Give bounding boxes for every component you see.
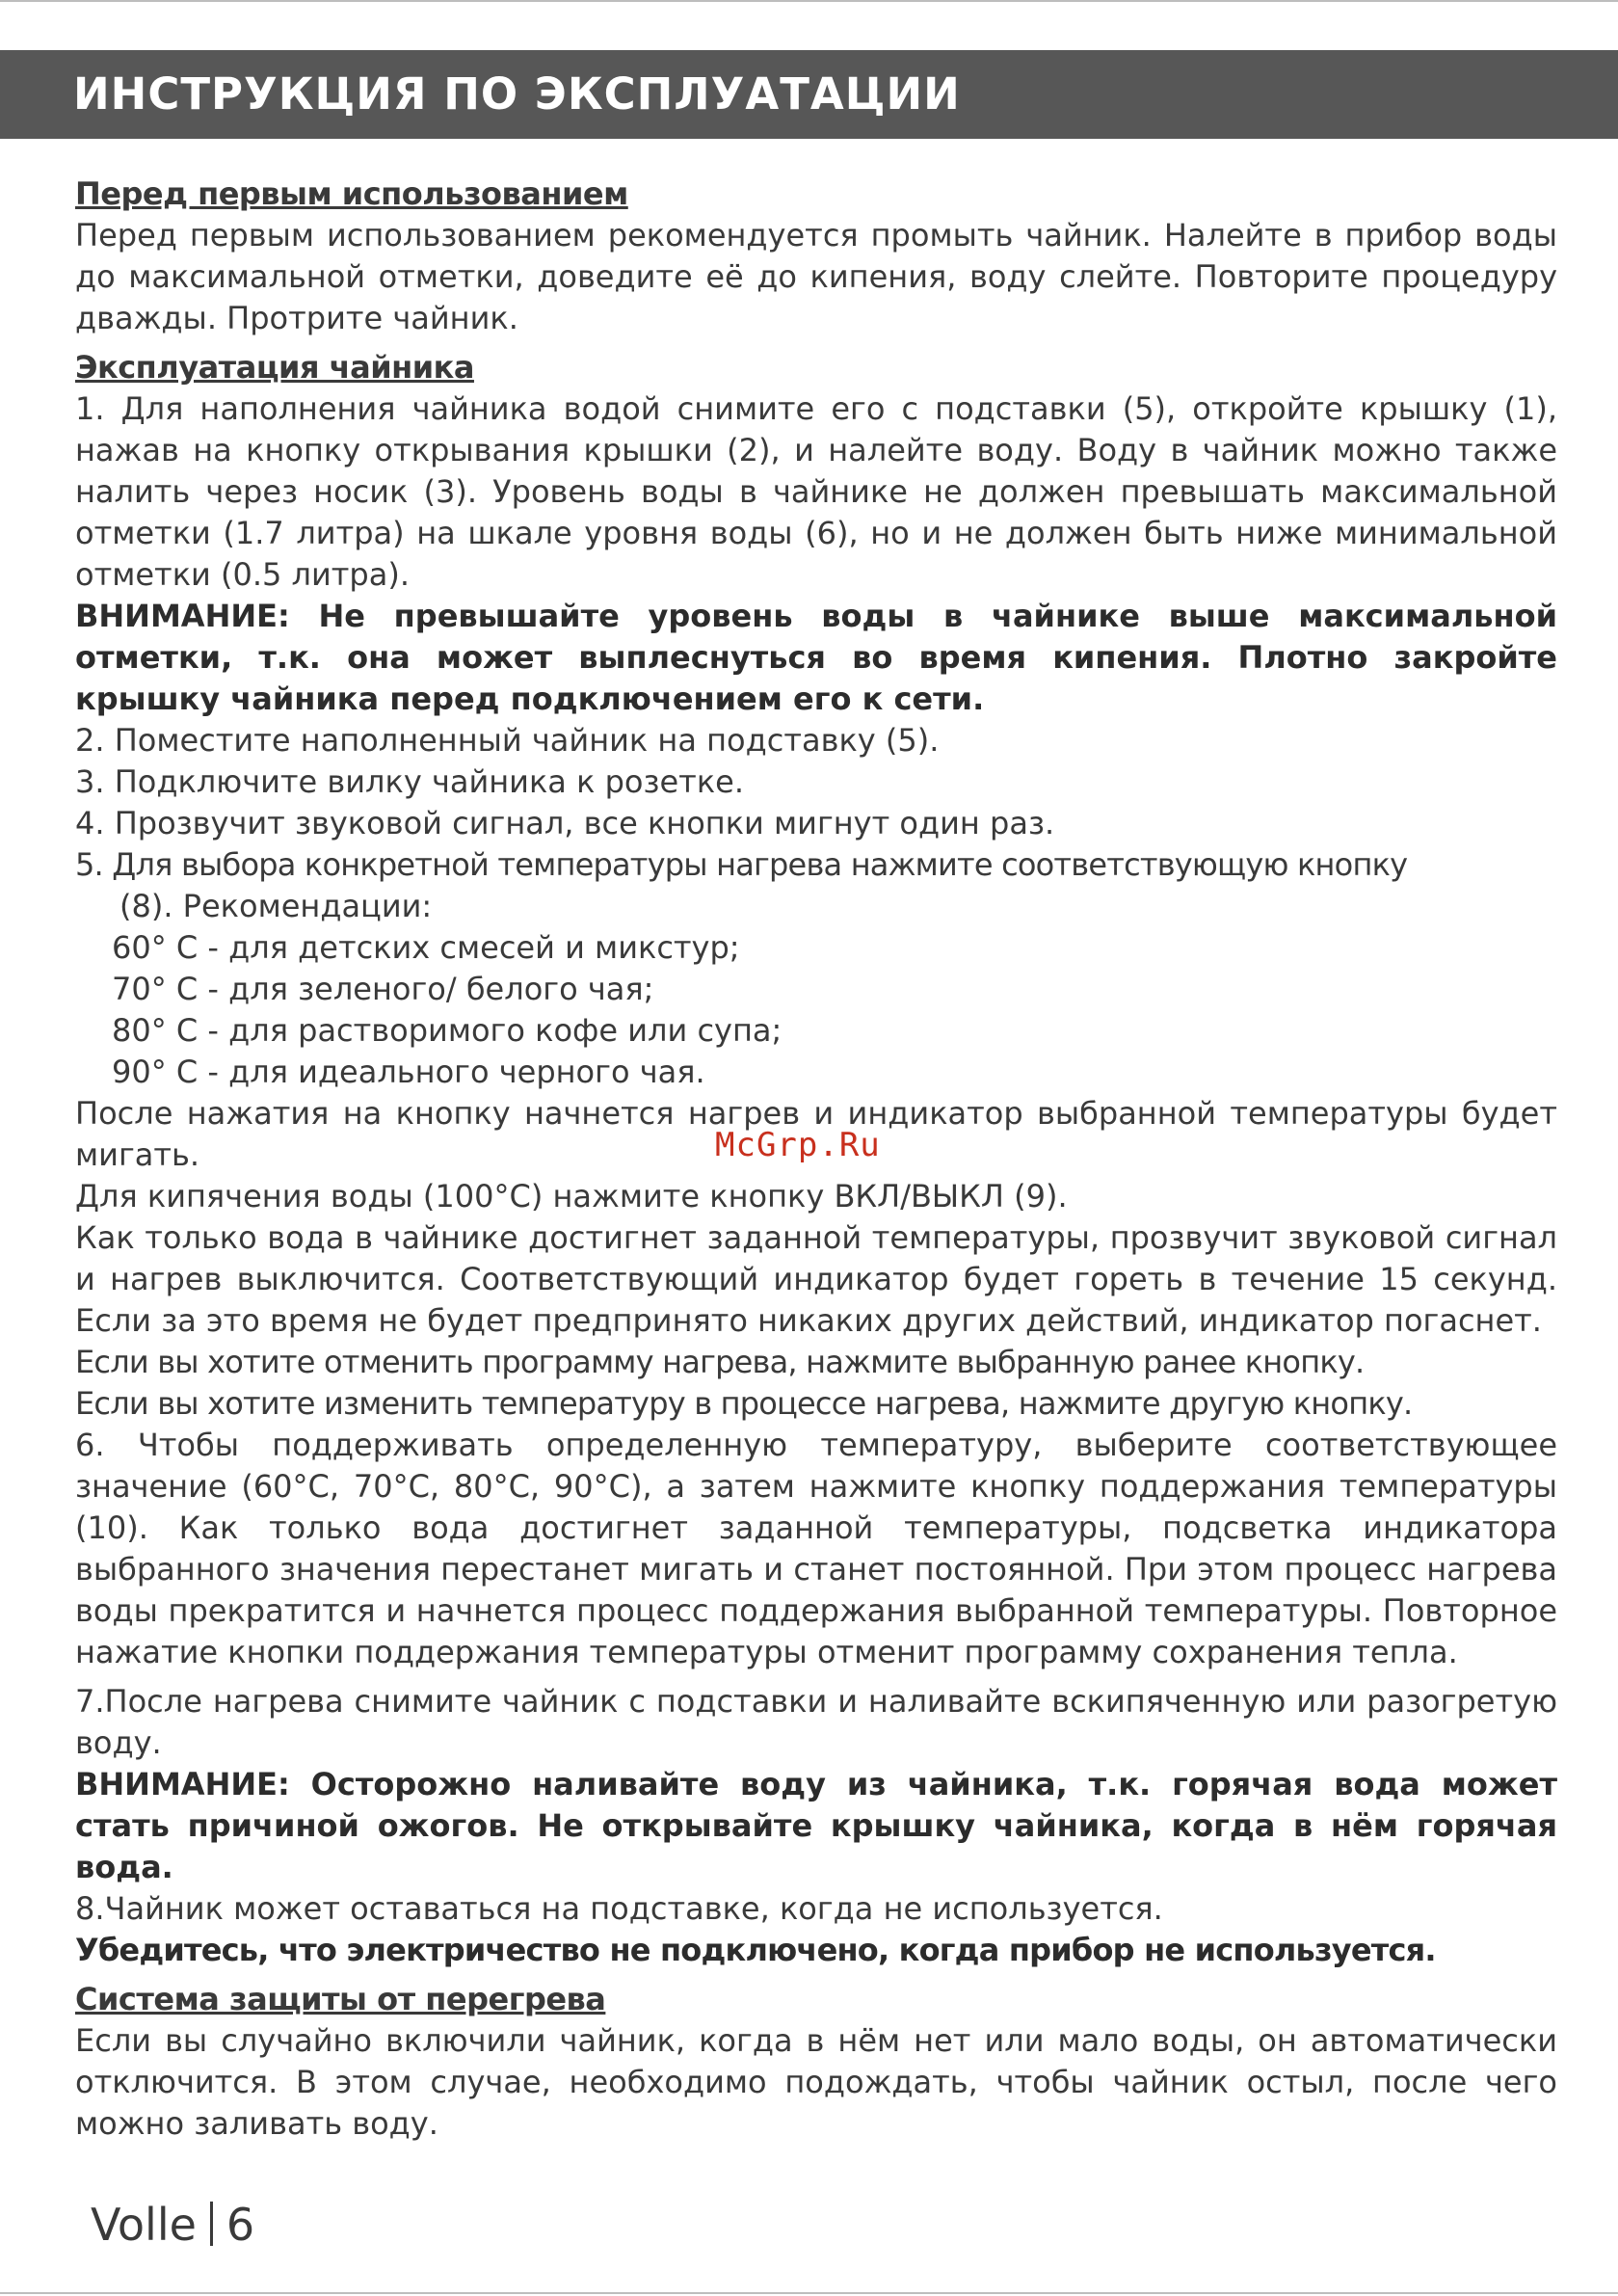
overheat-text: Если вы случайно включили чайник, когда в нём нет или мало воды, он автоматически отключится. В этом случае, необходимо подождать, чтобы чайник остыл, после чего можно заливать воду.	[75, 2022, 1557, 2142]
first-use-text: Перед первым использованием рекомендуется промыть чайник. Налейте в прибор воды до максимальной отметки, доведите её до кипения, воду слейте. Повторите процедуру дважды. Протрите чайник.	[75, 217, 1557, 336]
step-8-text: 8.Чайник может оставаться на подставке, когда не используется.	[75, 1890, 1163, 1927]
step-2-text: 2. Поместите наполненный чайник на подставку (5).	[75, 722, 940, 759]
recommendation-60: 60° C - для детских смесей и микстур;	[112, 929, 740, 966]
temperature-reached-text: Как только вода в чайнике достигнет заданной температуры, прозвучит звуковой сигнал и нагрев выключится. Соответствующий индикатор будет гореть в течение 15 секунд. Если за это время не будет предпринято никаких других действий, индикатор погаснет.	[75, 1219, 1557, 1339]
step-7-text: 7.После нагрева снимите чайник с подставки и наливайте вскипяченную или разогретую воду.	[75, 1683, 1557, 1761]
section-heading-overheat: Система защиты от перегрева	[75, 1981, 606, 2017]
step-3-text: 3. Подключите вилку чайника к розетке.	[75, 763, 744, 800]
top-rule	[0, 0, 1618, 2]
step-4-text: 4. Прозвучит звуковой сигнал, все кнопки мигнут один раз.	[75, 805, 1055, 841]
warning-text-1: ВНИМАНИЕ: Не превышайте уровень воды в чайнике выше максимальной отметки, т.к. она может выплеснуться во время кипения. Плотно закройте крышку чайника перед подключением его к сети.	[75, 598, 1557, 717]
step-6-text: 6. Чтобы поддерживать определенную температуру, выберите соответствующее значение (60°C, 70°C, 80°C, 90°C), а затем нажмите кнопку поддержания температуры (10). Как только вода достигнет заданной температуры, подсветка индикатора выбранного значения перестанет мигать и станет постоянной. При этом процесс нагрева воды прекратится и начнется процесс поддержания выбранной температуры. Повторное нажатие кнопки поддержания температуры отменит программу сохранения тепла.	[75, 1427, 1557, 1670]
recommendation-70: 70° C - для зеленого/ белого чая;	[112, 971, 654, 1007]
footer-divider	[210, 2202, 213, 2246]
change-temperature-text: Если вы хотите изменить температуру в процессе нагрева, нажмите другую кнопку.	[75, 1385, 1413, 1422]
warning-text-3: Убедитесь, что электричество не подключено, когда прибор не используется.	[75, 1932, 1436, 1968]
after-press-text: После нажатия на кнопку начнется нагрев и индикатор выбранной температуры будет мигать.	[75, 1095, 1557, 1173]
boil-text: Для кипячения воды (100°C) нажмите кнопку ВКЛ/ВЫКЛ (9).	[75, 1178, 1068, 1215]
step-5-recommendations: (8). Рекомендации:	[119, 888, 433, 924]
step-1-text: 1. Для наполнения чайника водой снимите его с подставки (5), откройте крышку (1), нажав на кнопку открывания крышки (2), и налейте воду. Воду в чайник можно также налить через носик (3). Уровень воды в чайнике не должен превышать максимальной отметки (1.7 литра) на шкале уровня воды (6), но и не должен быть ниже минимальной отметки (0.5 литра).	[75, 390, 1557, 593]
section-heading-operation: Эксплуатация чайника	[75, 349, 474, 386]
recommendation-80: 80° C - для растворимого кофе или супа;	[112, 1012, 782, 1049]
warning-text-2: ВНИМАНИЕ: Осторожно наливайте воду из чайника, т.к. горячая вода может стать причиной ожогов. Не открывайте крышку чайника, когда в нём горячая вода.	[75, 1766, 1557, 1885]
section-heading-first-use: Перед первым использованием	[75, 175, 628, 212]
brand-logo: Vollе	[91, 2199, 197, 2251]
bottom-rule	[0, 2292, 1618, 2294]
recommendation-90: 90° C - для идеального черного чая.	[112, 1054, 705, 1090]
page-number: 6	[225, 2199, 255, 2251]
footer	[91, 2198, 254, 2252]
page-title: ИНСТРУКЦИЯ ПО ЭКСПЛУАТАЦИИ	[73, 68, 961, 120]
watermark-text: McGrp.Ru	[715, 1126, 881, 1164]
cancel-program-text: Если вы хотите отменить программу нагрева, нажмите выбранную ранее кнопку.	[75, 1344, 1365, 1380]
step-5-text: 5. Для выбора конкретной температуры нагрева нажмите соответствующую кнопку	[75, 846, 1408, 883]
